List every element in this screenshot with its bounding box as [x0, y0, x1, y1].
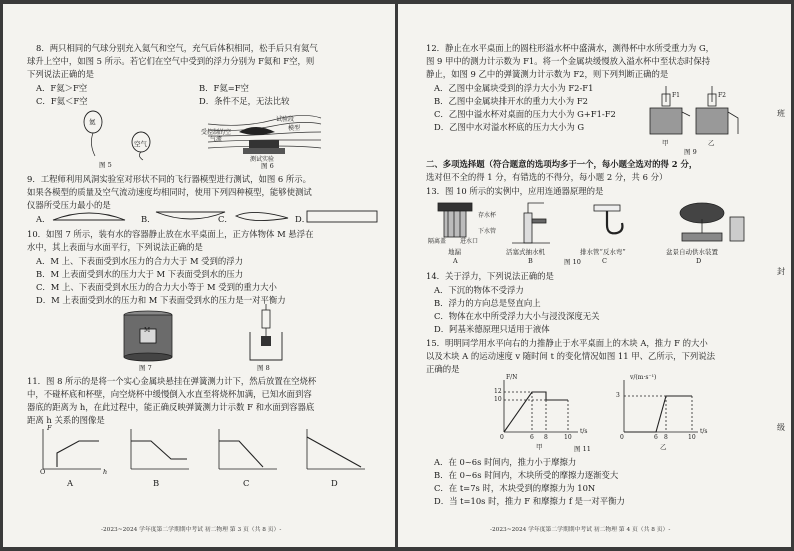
q9-option-b: B．: [141, 214, 156, 224]
q10-option-d: D．M 上表面受到水的压力和 M 下表面受到水的压力是一对平衡力: [36, 295, 286, 305]
q8-option-c: C．F氦＜F空: [36, 96, 88, 106]
q11-graph-a-label: A: [67, 478, 74, 488]
side-mark-ji: 级: [777, 423, 785, 432]
section2-heading-line1: 二、多项选择题（符合题意的选项均多于一个，每小题全选对的得 2 分，: [426, 159, 698, 169]
q9-option-c: C．: [218, 214, 233, 224]
q9-wing-shapes: [53, 208, 388, 226]
q11-graphs: [43, 429, 373, 473]
q11-graph-a-origin: O: [40, 468, 46, 476]
fig7-container: [118, 309, 178, 361]
fig10-cup-label: 存水杯: [478, 212, 497, 219]
fig10-letter-b: B: [528, 257, 533, 265]
side-mark-ban: 班: [777, 109, 785, 118]
fig8-caption: 图 8: [257, 364, 270, 372]
section2-heading-line2: 选对但不全的得 1 分，有错选的不得分，每小题 2 分，共 6 分）: [426, 172, 668, 182]
q10-line1: 10．如图 7 所示，装有水的容器静止放在水平桌面上，正方体物体 M 悬浮在: [27, 229, 314, 239]
q12-line1: 12．静止在水平桌面上的圆柱形溢水杯中盛满水，测得杯中水所受重力为 G，: [426, 43, 715, 53]
left-page-footer: -2023~2024 学年度第二学期期中考试 初二物理 第 3 页（共 8 页）-: [101, 527, 282, 533]
q8-option-b: B．F氦=F空: [199, 83, 249, 93]
fig6-model-label: 模型: [288, 125, 301, 132]
fig10-caption-b: 活塞式抽水机: [506, 248, 545, 256]
q11-graph-a-f-axis: F: [47, 424, 52, 432]
fig11-right-x-tick-6: 6: [654, 434, 658, 441]
q15-line2: 以及木块 A 的运动速度 v 随时间 t 的变化情况如图 11 甲、乙所示，下列说法: [426, 351, 715, 361]
fig11-caption: 图 11: [574, 445, 591, 453]
fig9-yi-label: 乙: [708, 139, 715, 147]
q8-option-a: A．F氦＞F空: [36, 83, 88, 93]
q8-option-d: D．条件不足，无法比较: [199, 96, 290, 106]
fig10-caption-d: 盆景自动供水装置: [666, 248, 718, 256]
q11-line1: 11．图 8 所示的是将一个实心金属块悬挂在弹簧测力计下，然后放置在空烧杯: [27, 376, 317, 386]
fig11-left-x-tick-8: 8: [544, 434, 548, 441]
q15-option-d: D．当 t=10s 时，推力 F 和摩擦力 f 是一对平衡力: [434, 496, 625, 506]
fig11-right-y-tick-3: 3: [616, 392, 620, 399]
q11-graph-d-label: D: [331, 478, 338, 488]
fig7-caption: 图 7: [139, 364, 152, 372]
q11-graph-a-h-axis: h: [103, 468, 108, 476]
q15-line1: 15．明明同学用水平向右的力推静止于水平桌面上的木块 A，推力 F 的大小: [426, 338, 708, 348]
q14-line1: 14．关于浮力，下列说法正确的是: [426, 271, 554, 281]
fig10-caption-c: 排水管“反水弯”: [580, 248, 626, 256]
fig11-left-y-tick-12: 12: [494, 388, 502, 395]
fig11-left-y-tick-10: 10: [494, 396, 502, 403]
q11-graph-b-label: B: [153, 478, 160, 488]
q12-line2: 图 9 甲中的测力计示数为 F1。将一个金属块缓慢放入溢水杯中至状态时保持: [426, 56, 711, 66]
fig10-letter-a: A: [453, 257, 458, 265]
fig11-left-caption: 甲: [536, 443, 543, 451]
q13-line1: 13．图 10 所示的实例中，应用连通器原理的是: [426, 186, 604, 196]
q12-line3: 静止，如图 9 乙中的弹簧测力计示数为 F2，则下列判断正确的是: [426, 69, 669, 79]
q8-line1: 8．两只相同的气球分别充入氦气和空气，充气后体积相同，松手后只有氦气: [36, 43, 318, 53]
fig10-letter-d: D: [696, 257, 702, 265]
q12-option-a: A．乙图中金属块受到的浮力大小为 F2-F1: [434, 83, 594, 93]
q8-line3: 下列说法正确的是: [27, 69, 94, 79]
left-page: [3, 4, 395, 547]
q9-option-d: D．: [295, 214, 311, 224]
q14-option-c: C．物体在水中所受浮力大小与浸没深度无关: [434, 311, 600, 321]
fig11-left-y-label: F/N: [506, 374, 518, 381]
fig11-left-x-tick-10: 10: [564, 434, 572, 441]
fig9-f2-label: F2: [718, 92, 726, 99]
right-page-footer: -2023~2024 学年度第二学期期中考试 初二物理 第 4 页（共 8 页）-: [490, 527, 671, 533]
fig10-cover-label: 隔离盖: [428, 238, 447, 245]
q15-line3: 正确的是: [426, 364, 460, 374]
q15-option-c: C．在 t=7s 时，木块受到的摩擦力为 10N: [434, 483, 596, 493]
fig11-right-x-tick-8: 8: [664, 434, 668, 441]
fig11-graphs: [496, 380, 706, 438]
side-mark-feng: 封: [777, 267, 785, 276]
q15-option-b: B．在 0~6s 时间内，木块所受的摩擦力逐渐变大: [434, 470, 619, 480]
fig6-caption: 图 6: [261, 162, 274, 170]
fig5-caption: 图 5: [99, 161, 112, 169]
q14-option-a: A．下沉的物体不受浮力: [434, 285, 524, 295]
fig5-balloons: [73, 108, 163, 160]
fig10-examples: [432, 199, 752, 247]
fig10-caption: 图 10: [564, 258, 581, 266]
q14-option-b: B．浮力的方向总是竖直向上: [434, 298, 541, 308]
q9-line2: 如果各模型的质量及空气流动速度均相同时，使用下列四种模型，能够使测试: [27, 187, 312, 197]
fig11-left-x-label: t/s: [580, 428, 588, 435]
fig9-f1-label: F1: [672, 92, 680, 99]
q11-line4: 距离 h 关系的图像是: [27, 415, 105, 425]
fig10-pipe-label: 下水管: [478, 228, 497, 235]
fig6-test-label: 测试实验: [250, 156, 275, 163]
q12-option-b: B．乙图中金属块排开水的重力大小为 F2: [434, 96, 588, 106]
fig10-inlet-label: 进水口: [460, 238, 479, 245]
fig11-right-x-tick-0: 0: [620, 434, 624, 441]
fig10-caption-a: 地漏: [448, 248, 461, 256]
q8-line2: 球升上空中，如图 5 所示。若它们在空气中受到的浮力分别为 F氦和 F空，则: [27, 56, 315, 66]
q11-graph-c-label: C: [243, 478, 250, 488]
q9-line1: 9．工程师利用风洞实验室对形状不同的飞行器模型进行测试，如图 6 所示。: [27, 174, 311, 184]
q9-option-a: A．: [36, 214, 51, 224]
q10-option-a: A．M 上、下表面受到水压力的合力大于 M 受到的浮力: [36, 256, 244, 266]
q12-option-c: C．乙图中溢水杯对桌面的压力大小为 G+F1-F2: [434, 109, 616, 119]
q10-option-c: C．M 上、下表面受到水压力的合力大小等于 M 受到的重力大小: [36, 282, 277, 292]
q15-option-a: A．在 0~6s 时间内，推力小于摩擦力: [434, 457, 577, 467]
q10-option-b: B．M 上表面受到水的压力大于 M 下表面受到水的压力: [36, 269, 244, 279]
q11-line3: 器底的距离为 h，在此过程中，能正确反映弹簧测力计示数 F 和水面到容器底: [27, 402, 315, 412]
fig7-m-label: M: [144, 327, 151, 334]
fig11-left-x-tick-0: 0: [500, 434, 504, 441]
fig9-jia-label: 甲: [662, 139, 669, 147]
fig10-letter-c: C: [602, 257, 607, 265]
q14-option-d: D．阿基米德原理只适用于液体: [434, 324, 550, 334]
fig9-overflow-cups: [646, 86, 742, 138]
fig6-test-section-label: 试验段: [276, 116, 295, 123]
fig11-right-caption: 乙: [660, 443, 667, 451]
q9-line3: 仪器所受压力最小的是: [27, 200, 111, 210]
q12-option-d: D．乙图中水对溢水杯底的压力大小为 G: [434, 122, 585, 132]
fig5-helium-label: 氦: [89, 118, 96, 126]
q11-line2: 中，不碰杯底和杯壁，向空烧杯中缓慢倒入水直至将烧杯加满，已知水面到容: [27, 389, 312, 399]
q10-line2: 水中，其上表面与水面平行，下列说法正确的是: [27, 242, 203, 252]
fig11-right-y-label: v/(m·s⁻¹): [630, 374, 657, 381]
fig5-air-label: 空气: [134, 140, 147, 148]
fig6-airflow-label: 受控制的空气流: [200, 129, 231, 143]
fig8-spring-scale: [246, 304, 286, 362]
fig11-right-x-label: t/s: [700, 428, 708, 435]
right-page: [398, 4, 791, 547]
fig9-caption: 图 9: [684, 148, 697, 156]
fig11-left-x-tick-6: 6: [530, 434, 534, 441]
fig11-right-x-tick-10: 10: [688, 434, 696, 441]
